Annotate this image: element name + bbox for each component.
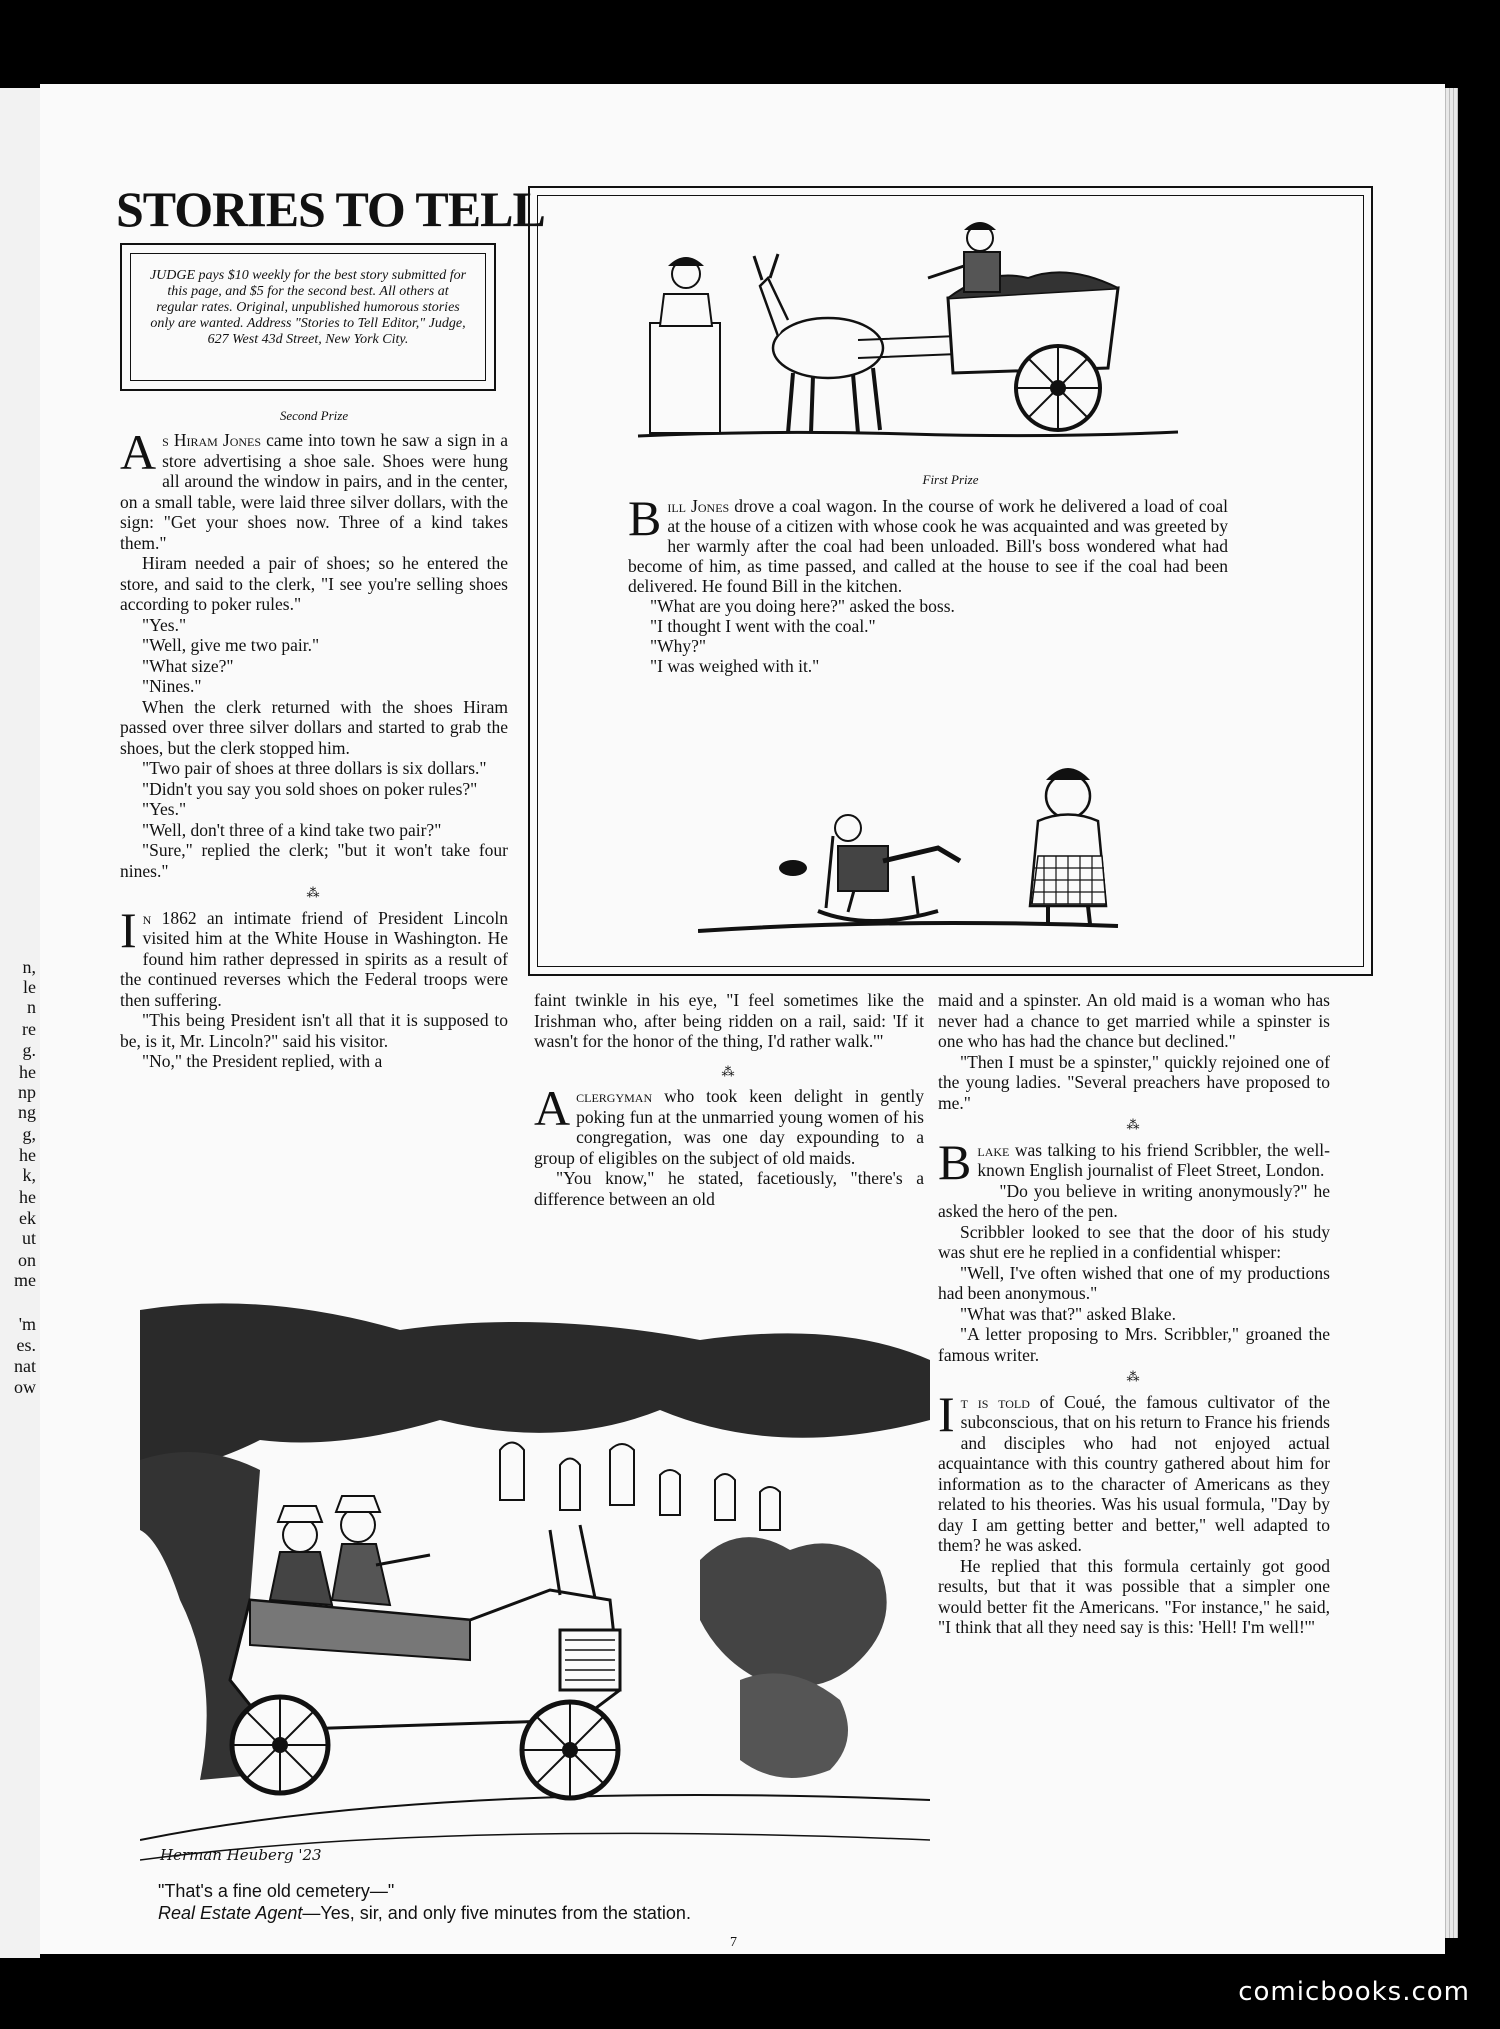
left-page-text-fragment: 'm xyxy=(18,1314,36,1334)
left-page-text-fragment: n, xyxy=(22,957,36,977)
first-prize-label: First Prize xyxy=(922,472,979,487)
drop-cap: I xyxy=(120,901,137,958)
caption-speaker: Real Estate Agent xyxy=(158,1903,303,1923)
story-paragraph: "Yes." xyxy=(142,614,187,635)
submission-notice-box xyxy=(120,243,496,391)
story-lead: ill Jones xyxy=(667,496,730,516)
column-middle xyxy=(534,990,924,1209)
story-paragraph: "Well, don't three of a kind take two pair?" xyxy=(142,819,442,840)
page-title: STORIES TO TELL xyxy=(116,181,545,237)
left-page-text-fragment: me xyxy=(14,1270,36,1290)
left-page-text-fragment: le xyxy=(23,977,36,997)
story-paragraph: When the clerk returned with the shoes Hiram passed over three silver dollars and started to grab the shoes, but the clerk stopped him. xyxy=(120,696,508,758)
left-page-text-fragment: g. xyxy=(22,1040,36,1060)
drop-cap: B xyxy=(628,490,662,546)
drop-cap: B xyxy=(938,1133,972,1190)
drop-cap: I xyxy=(938,1385,955,1442)
story-paragraph: "You know," he stated, facetiously, "there's a difference between an old xyxy=(534,1168,924,1209)
caption-line-2 xyxy=(158,1902,691,1924)
second-prize-label: Second Prize xyxy=(279,408,349,423)
story-paragraph: "Yes." xyxy=(142,799,187,819)
submission-notice-text: JUDGE pays $10 weekly for the best story submitted for this page, and $5 for the second best. All others at regular rates. Original, unpublished humorous stories only are wanted. Address "Stories to Tell Editor," Judge, 627 West 43d Street, New York City. xyxy=(130,253,486,381)
site-watermark: comicbooks.com xyxy=(1238,1977,1470,2007)
cemetery-car-cartoon xyxy=(140,1300,930,1870)
section-asterism: ⁂ xyxy=(1126,1369,1142,1384)
left-page-text-fragment: es. xyxy=(16,1335,36,1355)
story-paragraph: "A letter proposing to Mrs. Scribbler," groaned the famous writer. xyxy=(938,1324,1330,1365)
story-paragraph: "What size?" xyxy=(142,655,234,676)
lincoln-continued: faint twinkle in his eye, "I feel sometimes like the Irishman who, after being ridden on a rail, said: 'If it wasn't for the honor of the thing, I'd rather walk.'" xyxy=(534,990,924,1051)
story-lead: clergyman xyxy=(576,1086,653,1106)
story-lead: lake xyxy=(977,1139,1010,1160)
cartoon-caption xyxy=(158,1880,691,1924)
story-paragraph: "Do you believe in writing anonymously?" he asked the hero of the pen. xyxy=(938,1180,1330,1221)
story-paragraph: "What was that?" asked Blake. xyxy=(960,1303,1176,1324)
story-lead: n 1862 xyxy=(142,907,197,928)
left-page-text-fragment: re xyxy=(22,1019,36,1039)
clergyman-continued: maid and a spinster. An old maid is a woman who has never had a chance to get married while a spinster is one who has had the chance but declined." xyxy=(938,990,1330,1051)
section-asterism: ⁂ xyxy=(306,885,322,900)
story-lead: s Hiram Jones xyxy=(162,430,262,450)
left-page-text-fragment: ow xyxy=(14,1377,36,1397)
story-first-paragraph: was talking to his friend Scribbler, the well-known English journalist of Fleet Street, London. xyxy=(977,1139,1330,1180)
drop-cap: A xyxy=(120,424,157,480)
story-paragraph: "Didn't you say you sold shoes on poker rules?" xyxy=(142,778,478,799)
story-paragraph: "Why?" xyxy=(650,636,707,656)
left-page-text-fragment: ek xyxy=(19,1208,36,1228)
left-page-edge xyxy=(0,88,40,1958)
story-paragraph: "Two pair of shoes at three dollars is six dollars." xyxy=(142,758,487,778)
left-page-text-fragment: np xyxy=(18,1082,36,1102)
left-page-text-fragment: he xyxy=(19,1187,36,1207)
story-paragraph: "No," the President replied, with a xyxy=(142,1051,383,1071)
section-asterism: ⁂ xyxy=(1126,1117,1142,1132)
section-asterism: ⁂ xyxy=(721,1063,737,1079)
story-lead: t is told xyxy=(960,1391,1030,1412)
left-page-text-fragment: ut xyxy=(21,1228,36,1248)
page-number: 7 xyxy=(730,1935,737,1950)
first-prize-story xyxy=(628,490,1228,676)
story-first-paragraph: who took keen delight in gently poking fun at the unmarried young women of his congregation, was one day expounding to a group of eligibles on the subject of old maids. xyxy=(534,1086,924,1168)
story-first-paragraph: of Coué, the famous cultivator of the subconscious, that on his return to France his friends and disciples who had not enjoyed actual acquaintance with this country gathered about him for information as to the character of Americans as they related to his theories. Was his usual formula, "Day by day I am getting better and better," well adapted to them? he was asked. xyxy=(938,1391,1330,1555)
first-prize-panel xyxy=(528,186,1373,976)
left-page-text-fragment: k, xyxy=(22,1165,36,1185)
story-paragraph: "Well, give me two pair." xyxy=(142,635,320,655)
left-page-text-fragment: ng xyxy=(18,1102,36,1122)
artist-signature: Herman Heuberg '23 xyxy=(160,1846,322,1864)
story-paragraph: "This being President isn't all that it is supposed to be, is it, Mr. Lincoln?" said his visitor. xyxy=(120,1010,508,1051)
story-paragraph: "I was weighed with it." xyxy=(650,656,820,676)
story-paragraph: "Nines." xyxy=(142,676,202,696)
column-left xyxy=(120,408,508,1072)
coal-wagon-illustration xyxy=(628,208,1188,453)
left-page-text-fragment: he xyxy=(19,1145,36,1165)
left-page-text-fragment: nat xyxy=(14,1356,36,1376)
story-first-paragraph: an intimate friend of President Lincoln visited him at the White House in Washington. He found him rather depressed in spirits as a result of the continued reverses which the Federal troops were then suffering. xyxy=(120,907,508,1010)
story-paragraph: "Sure," replied the clerk; "but it won't take four nines." xyxy=(120,840,508,881)
left-page-text-fragment: he xyxy=(19,1062,36,1082)
left-page-text-fragment: on xyxy=(18,1250,36,1270)
second-prize-story xyxy=(120,424,508,1072)
rocking-chair-illustration xyxy=(698,736,1198,936)
left-page-text-fragment: n xyxy=(27,997,36,1017)
column-right xyxy=(938,990,1330,1638)
story-first-paragraph: drove a coal wagon. In the course of work he delivered a load of coal at the house of a citizen with whose cook he was acquainted and was greeted by her warmly after the coal had been unloaded. Bill's boss wondered what had become of him, as time passed, and called at the house to see if the coal had been delivered. He found Bill in the kitchen. xyxy=(628,496,1228,596)
story-paragraph: Scribbler looked to see that the door of his study was shut ere he replied in a confidential whisper: xyxy=(938,1221,1330,1262)
story-paragraph: "Well, I've often wished that one of my productions had been anonymous." xyxy=(938,1262,1330,1303)
caption-speech: —Yes, sir, and only five minutes from the station. xyxy=(302,1903,691,1923)
story-paragraph: "What are you doing here?" asked the boss. xyxy=(650,596,955,616)
story-paragraph: He replied that this formula certainly got good results, but that it was possible that a simpler one would better fit the Americans. "For instance," he said, "I think that all they need say is this: 'Hell! I'm well!'" xyxy=(938,1555,1330,1637)
story-first-paragraph: came into town he saw a sign in a store advertising a shoe sale. Shoes were hung all around the window in pairs, and in the center, on a small table, were laid three silver dollars, with the sign: "Get your shoes now. Three of a kind takes them." xyxy=(120,430,508,553)
caption-line-1: "That's a fine old cemetery—" xyxy=(158,1881,395,1901)
left-page-text-fragment: g, xyxy=(22,1124,36,1144)
story-paragraph: "I thought I went with the coal." xyxy=(650,616,876,636)
drop-cap: A xyxy=(534,1080,571,1136)
story-paragraph: Hiram needed a pair of shoes; so he entered the store, and said to the clerk, "I see you're selling shoes according to poker rules." xyxy=(120,553,508,614)
story-paragraph: "Then I must be a spinster," quickly rejoined one of the young ladies. "Several preachers have proposed to me." xyxy=(938,1051,1330,1113)
